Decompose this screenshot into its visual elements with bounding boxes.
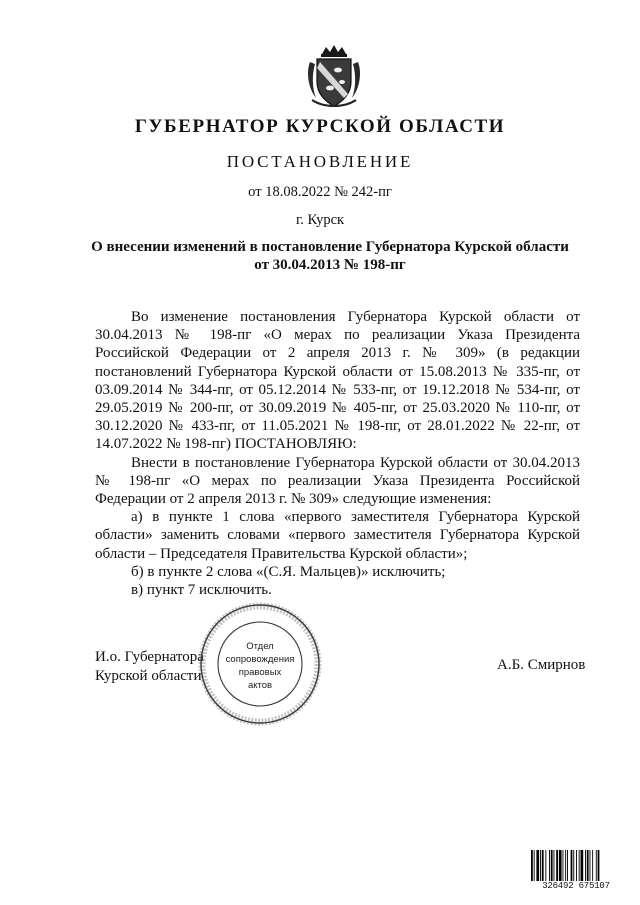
preamble-paragraph: Во изменение постановления Губернатора Курской области от 30.04.2013 № 198-пг «О мерах по реализации Указа Президента Российской Федерации от 2 апреля 2013 г. № 309» (в редакции постановлений Губернатора Курской области от 15.08.2013 № 335-пг, от 03.09.2014 № 344-пг, от 05.12.2014 № 533-пг, от 19.12.2018 № 534-пг, от 29.05.2019 № 200-пг, от 30.09.2019 № 405-пг, от 25.03.2020 № 110-пг, от 30.12.2020 № 433-пг, от 11.05.2021 № 198-пг, от 28.01.2022 № 22-пг, от 14.07.2022 № 198-пг) ПОСТАНОВЛЯЮ: xyxy=(95,309,580,453)
document-date-number: от 18.08.2022 № 242-пг xyxy=(248,184,392,200)
subject-line-2: от 30.04.2013 № 198-пг xyxy=(254,257,406,273)
signatory-name: А.Б. Смирнов xyxy=(497,657,586,673)
document-body xyxy=(95,308,580,599)
item-c-paragraph: в) пункт 7 исключить. xyxy=(131,582,272,599)
stamp-line-3: правовых xyxy=(238,667,282,678)
signatory-position-line-1: И.о. Губернатора xyxy=(95,649,204,665)
barcode-number: 326492 675107 xyxy=(530,881,622,892)
item-b-paragraph: б) в пункте 2 слова «(С.Я. Мальцев)» исключить; xyxy=(131,563,446,580)
signatory-position xyxy=(95,648,204,685)
document-place: г. Курск xyxy=(295,212,345,228)
main-paragraph: Внести в постановление Губернатора Курской области от 30.04.2013 № 198-пг «О мерах по реализации Указа Президента Российской Федерации от 2 апреля 2013 г. № 309» следующие изменения: xyxy=(95,454,580,508)
signatory-position-line-2: Курской области xyxy=(95,667,202,684)
stamp-line-1: Отдел xyxy=(246,641,274,652)
stamp-line-4: актов xyxy=(247,680,273,691)
item-a-paragraph: а) в пункте 1 слова «первого заместителя Губернатора Курской области» заменить словами «первого заместителя Губернатора Курской области – Председателя Правительства Курской области»; xyxy=(95,509,580,562)
stamp-text xyxy=(210,640,310,692)
document-subject xyxy=(90,238,570,274)
subject-line-1: О внесении изменений в постановление Губернатора Курской области xyxy=(91,239,569,255)
document-type: ПОСТАНОВЛЕНИЕ xyxy=(226,152,414,171)
authority-title: ГУБЕРНАТОР КУРСКОЙ ОБЛАСТИ xyxy=(134,116,506,137)
stamp-line-2: сопровождения xyxy=(225,654,295,665)
coat-of-arms-icon xyxy=(306,44,362,110)
